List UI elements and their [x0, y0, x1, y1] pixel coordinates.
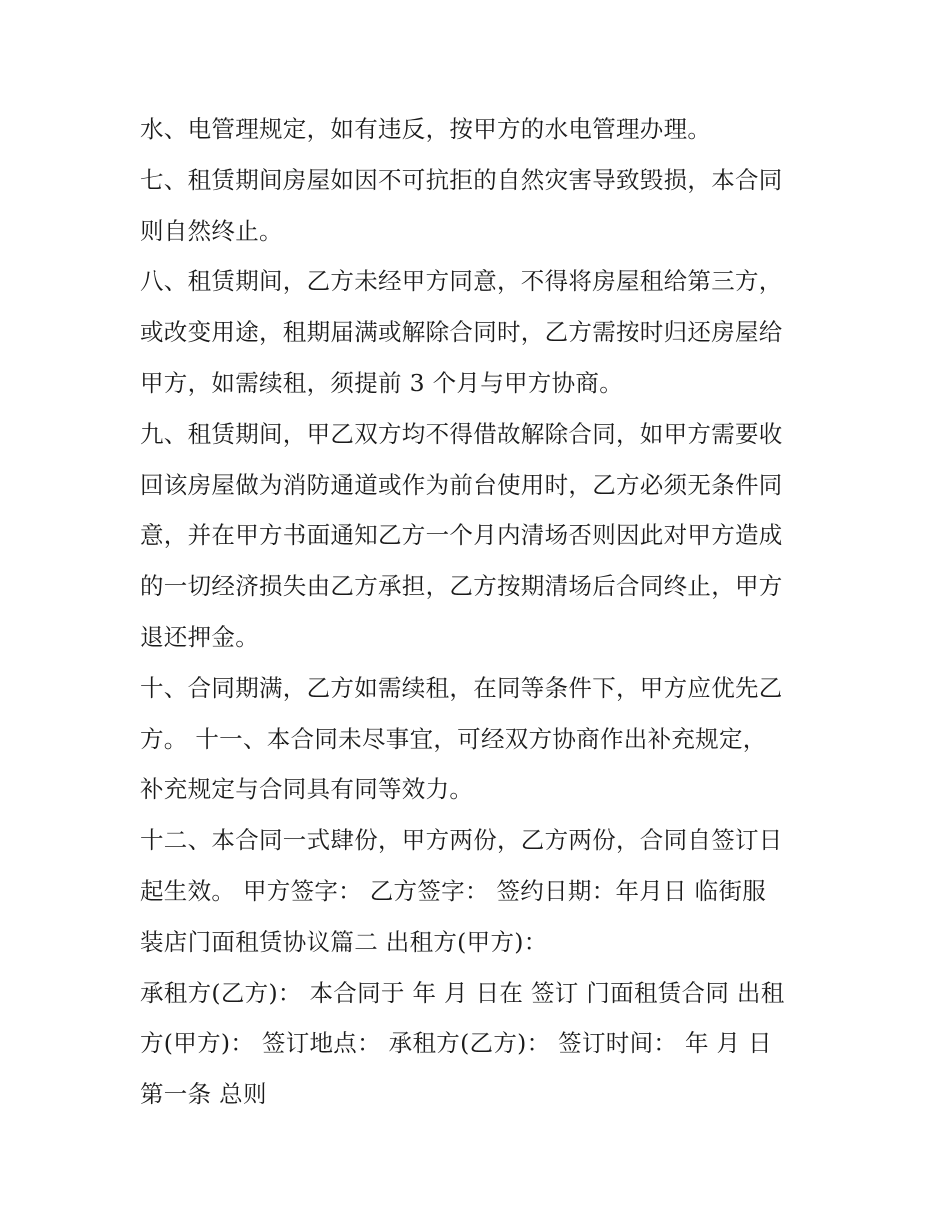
- text-line: 方(甲方)： 签订地点： 承租方(乙方)： 签订时间： 年 月 日: [140, 1029, 772, 1058]
- text-line: 装店门面租赁协议篇二 出租方(甲方)：: [140, 927, 548, 956]
- text-line: 九、租赁期间，甲乙双方均不得借故解除合同，如甲方需要收: [140, 419, 783, 448]
- text-line: 承租方(乙方)： 本合同于 年 月 日在 签订 门面租赁合同 出租: [140, 978, 785, 1007]
- text-line: 或改变用途，租期届满或解除合同时，乙方需按时归还房屋给: [140, 318, 783, 347]
- text-line: 起生效。 甲方签字： 乙方签字： 签约日期：年月日 临街服: [140, 876, 767, 905]
- text-line: 回该房屋做为消防通道或作为前台使用时，乙方必须无条件同: [140, 470, 783, 499]
- text-line: 退还押金。: [140, 622, 259, 651]
- document-body: [140, 104, 830, 1120]
- text-line: 甲方，如需续租，须提前 3 个月与甲方协商。: [140, 368, 623, 397]
- text-line: 补充规定与合同具有同等效力。: [140, 775, 474, 804]
- text-line: 十、合同期满，乙方如需续租，在同等条件下，甲方应优先乙: [140, 673, 783, 702]
- text-line: 八、租赁期间，乙方未经甲方同意，不得将房屋租给第三方，: [140, 267, 783, 296]
- text-line: 意，并在甲方书面通知乙方一个月内清场否则因此对甲方造成: [140, 521, 783, 550]
- text-line: 第一条 总则: [140, 1080, 267, 1109]
- text-line: 则自然终止。: [140, 216, 283, 245]
- text-line: 的一切经济损失由乙方承担，乙方按期清场后合同终止，甲方: [140, 572, 783, 601]
- text-line: 七、租赁期间房屋如因不可抗拒的自然灾害导致毁损，本合同: [140, 165, 783, 194]
- text-line: 水、电管理规定，如有违反，按甲方的水电管理办理。: [140, 115, 712, 143]
- text-line: 十二、本合同一式肆份，甲方两份，乙方两份，合同自签订日: [140, 826, 783, 855]
- text-line: 方。 十一、本合同未尽事宜，可经双方协商作出补充规定，: [140, 724, 767, 753]
